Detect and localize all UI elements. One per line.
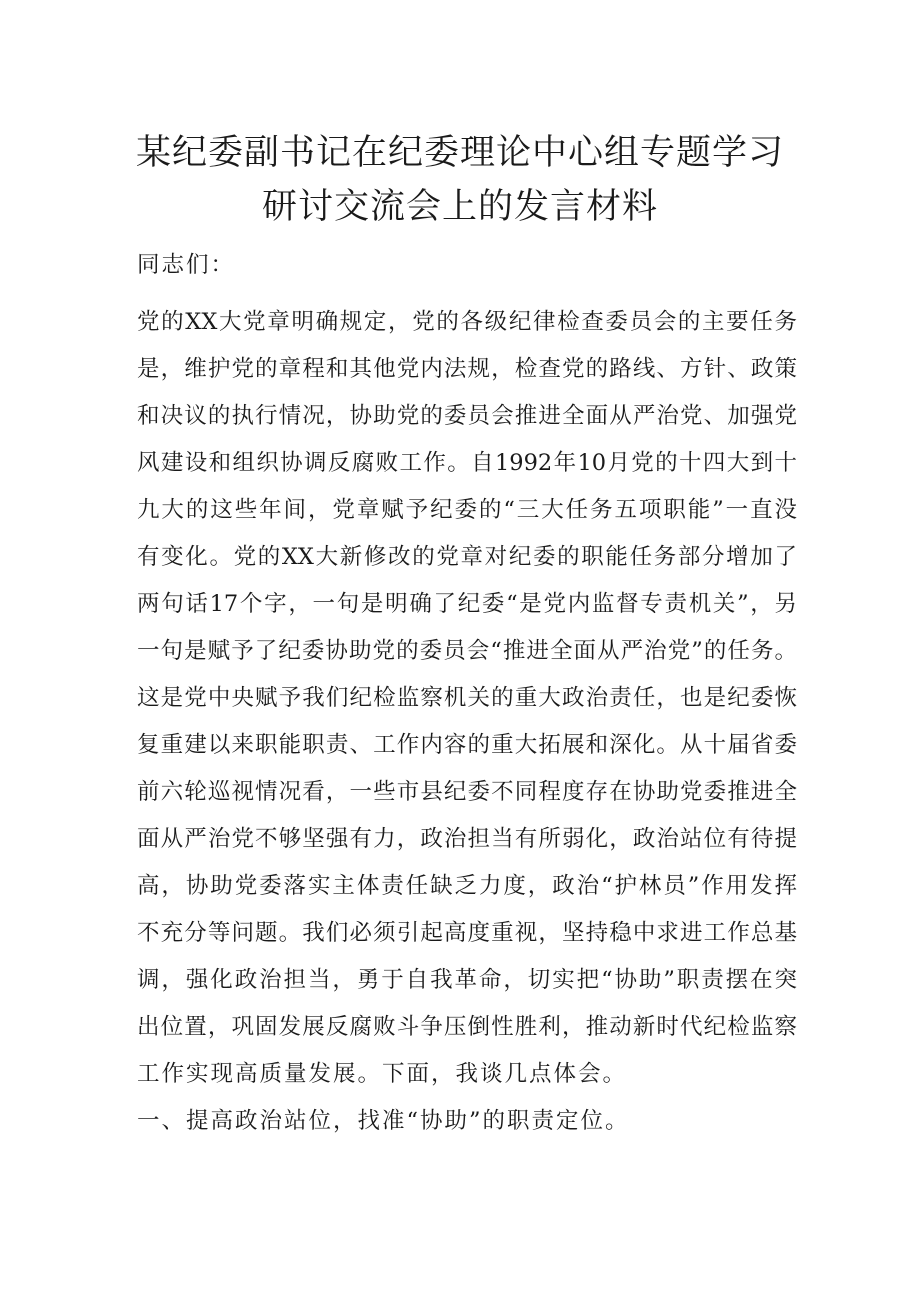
body-line-7: 两句话17个字，一句是明确了纪委“是党内监督专责机关”，另 [137, 591, 797, 617]
body-line-14: 不充分等问题。我们必须引起高度重视，坚持稳中求进工作总基 [137, 920, 797, 946]
body-line-5: 九大的这些年间，党章赋予纪委的“三大任务五项职能”一直没 [137, 497, 797, 523]
body-line-8: 一句是赋予了纪委协助党的委员会“推进全面从严治党”的任务。 [137, 638, 797, 664]
document-title-line-1: 某纪委副书记在纪委理论中心组专题学习 [135, 133, 784, 173]
section-heading-1: 一、提高政治站位，找准“协助”的职责定位。 [137, 1108, 630, 1134]
body-line-4: 风建设和组织协调反腐败工作。自1992年10月党的十四大到十 [137, 450, 797, 476]
body-line-15: 调，强化政治担当，勇于自我革命，切实把“协助”职责摆在突 [137, 967, 797, 993]
body-line-17: 工作实现高质量发展。下面，我谈几点体会。 [137, 1061, 628, 1087]
body-line-3: 和决议的执行情况，协助党的委员会推进全面从严治党、加强党 [137, 403, 797, 429]
body-line-1: 党的XX大党章明确规定，党的各级纪律检查委员会的主要任务 [137, 309, 797, 335]
body-line-10: 复重建以来职能职责、工作内容的重大拓展和深化。从十届省委 [137, 732, 797, 758]
body-line-12: 面从严治党不够坚强有力，政治担当有所弱化，政治站位有待提 [137, 826, 797, 852]
body-line-11: 前六轮巡视情况看，一些市县纪委不同程度存在协助党委推进全 [137, 779, 797, 805]
document-title-line-2: 研讨交流会上的发言材料 [261, 187, 658, 227]
body-line-6: 有变化。党的XX大新修改的党章对纪委的职能任务部分增加了 [137, 544, 797, 570]
body-line-2: 是，维护党的章程和其他党内法规，检查党的路线、方针、政策 [137, 356, 797, 382]
body-line-9: 这是党中央赋予我们纪检监察机关的重大政治责任，也是纪委恢 [137, 685, 797, 711]
body-line-13: 高，协助党委落实主体责任缺乏力度，政治“护林员”作用发挥 [137, 873, 797, 899]
salutation: 同志们： [137, 252, 236, 278]
body-line-16: 出位置，巩固发展反腐败斗争压倒性胜利，推动新时代纪检监察 [137, 1014, 797, 1040]
